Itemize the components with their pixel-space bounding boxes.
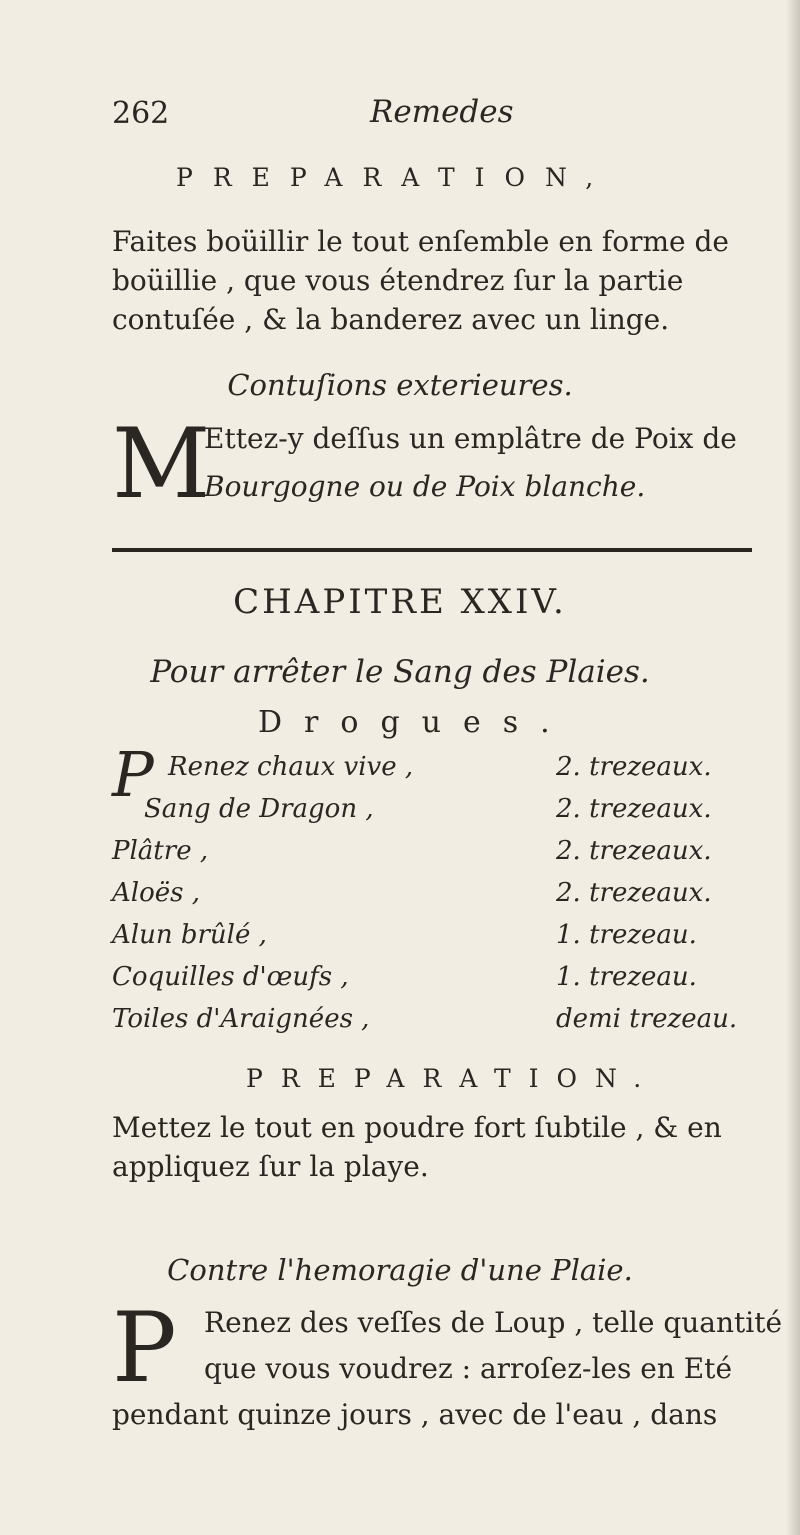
preparation-heading-2: PREPARATION. xyxy=(246,1064,660,1093)
preparation-paragraph-2: Mettez le tout en poudre fort ſubtile , & en appliquez ſur la playe. xyxy=(112,1111,722,1183)
ingredient-quantity: 2. trezeaux. xyxy=(556,836,712,866)
chapter-divider-rule xyxy=(112,548,752,552)
contusions-subheading: Contuſions exterieures. xyxy=(227,368,573,402)
preparation-paragraph: Faites boüillir le tout enſemble en forme de boüillie , que vous étendrez ſur la partie contuſée , & la banderez avec un linge. xyxy=(112,225,729,336)
ingredient-quantity: 1. trezeau. xyxy=(556,920,697,950)
ingredient-quantity: 2. trezeaux. xyxy=(556,794,712,824)
ingredient-item: Alun brûlé , xyxy=(112,920,267,950)
drogues-heading: Drogues. xyxy=(258,705,572,740)
ingredient-item: Sang de Dragon , xyxy=(144,794,374,824)
ingredient-item: Renez chaux vive , xyxy=(168,752,414,782)
running-title: Remedes xyxy=(370,94,514,130)
dropcap-m: M xyxy=(112,408,211,520)
dropcap-p-recipe: P xyxy=(112,738,154,811)
preparation-heading: PREPARATION, xyxy=(176,163,614,192)
quantity-list xyxy=(556,752,776,1046)
hemorrhage-subheading: Contre l'hemoragie d'une Plaie. xyxy=(167,1253,633,1287)
contusions-line-2: Bourgogne ou de Poix blanche. xyxy=(204,470,646,503)
chapter-title: CHAPITRE XXIV. xyxy=(233,582,567,622)
hemorrhage-line-1: Renez des veſſes de Loup , telle quantité xyxy=(204,1306,783,1339)
ingredient-quantity: demi trezeau. xyxy=(556,1004,738,1034)
hemorrhage-line-3: pendant quinze jours , avec de l'eau , dans xyxy=(112,1398,718,1431)
dropcap-p: P xyxy=(112,1292,177,1404)
chapter-subtitle: Pour arrêter le Sang des Plaies. xyxy=(150,654,650,690)
ingredient-list xyxy=(112,752,512,1046)
ingredient-item: Plâtre , xyxy=(112,836,209,866)
hemorrhage-line-2: que vous voudrez : arroſez-les en Eté xyxy=(204,1352,733,1385)
ingredient-quantity: 1. trezeau. xyxy=(556,962,697,992)
page-number: 262 xyxy=(112,96,170,131)
ingredient-item: Coquilles d'œufs , xyxy=(112,962,349,992)
ingredient-quantity: 2. trezeaux. xyxy=(556,752,712,782)
page-edge-shadow xyxy=(786,0,800,1535)
ingredient-quantity: 2. trezeaux. xyxy=(556,878,712,908)
ingredient-item: Toiles d'Araignées , xyxy=(112,1004,370,1034)
contusions-line-1: Ettez-y deſſus un emplâtre de Poix de xyxy=(204,422,737,455)
ingredient-item: Aloës , xyxy=(112,878,201,908)
